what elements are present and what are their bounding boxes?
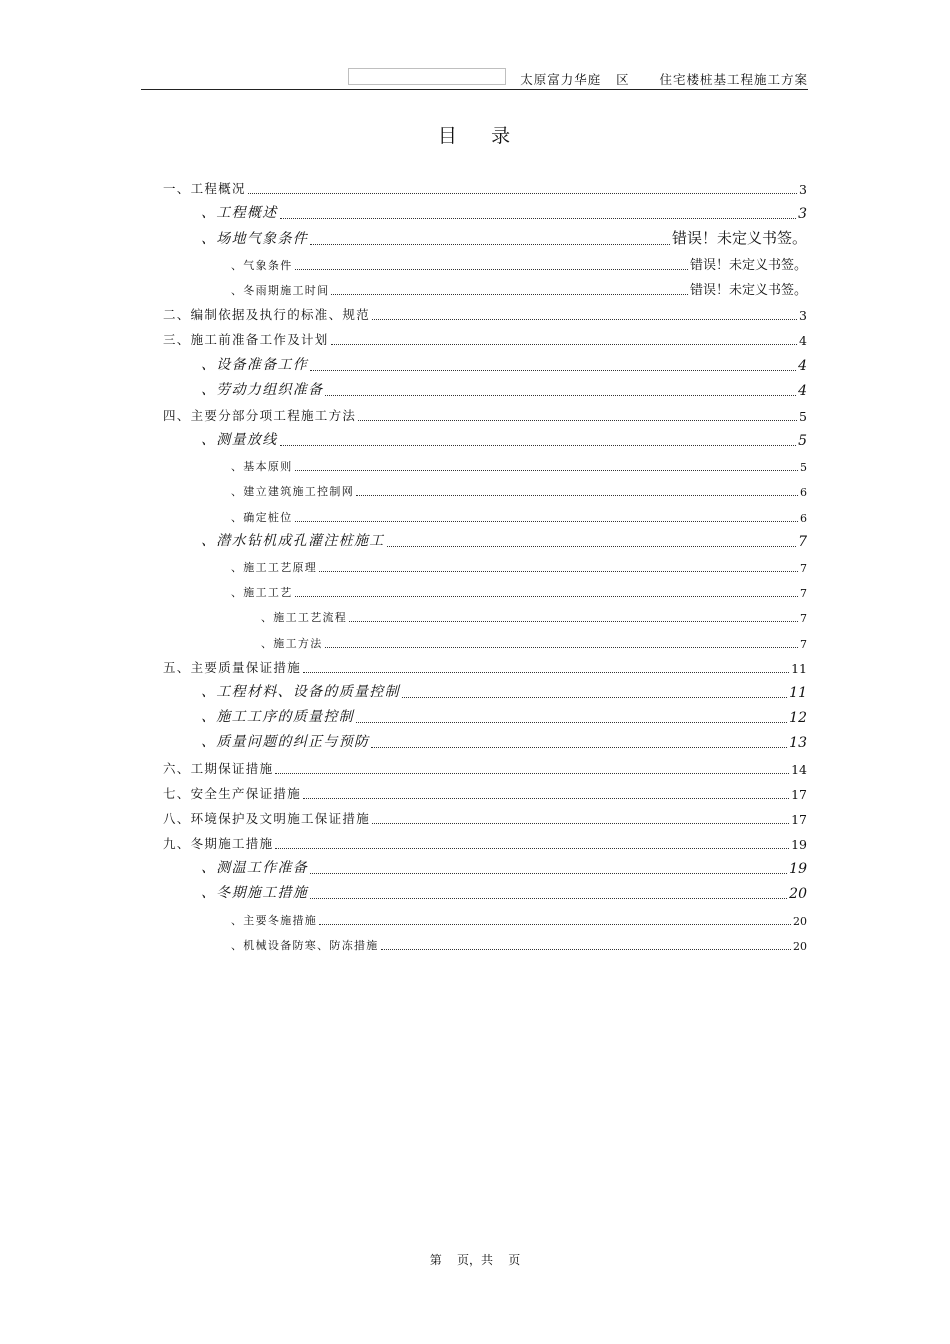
- toc-entry-label: 二、编制依据及执行的标准、规范: [163, 307, 371, 323]
- toc-entry[interactable]: [163, 326, 807, 351]
- toc-entry-label: 五、主要质量保证措施: [163, 659, 302, 675]
- toc-title: 目 录: [437, 125, 513, 147]
- toc-entry-page: 13: [789, 735, 807, 752]
- header-text: 太原富力华庭 区 住宅楼桩基工程施工方案: [520, 72, 808, 87]
- toc-entry-page: 5: [800, 461, 807, 475]
- toc-entry[interactable]: [163, 301, 807, 326]
- toc-entry[interactable]: [163, 225, 807, 250]
- toc-dot-leader: [310, 898, 787, 899]
- toc-entry-page: 20: [793, 939, 807, 953]
- toc-entry[interactable]: [163, 805, 807, 830]
- toc-entry-label: 、工程材料、设备的质量控制: [201, 683, 400, 700]
- toc-entry[interactable]: [163, 628, 807, 653]
- toc-entry-label: 、潜水钻机成孔灌注桩施工: [201, 532, 385, 549]
- toc-dot-leader: [310, 873, 787, 874]
- toc-dot-leader: [349, 621, 798, 622]
- toc-entry[interactable]: [163, 528, 807, 553]
- toc-entry[interactable]: [163, 679, 807, 704]
- toc-dot-leader: [319, 571, 798, 572]
- toc-entry-label: 、确定桩位: [231, 510, 293, 524]
- toc-dot-leader: [295, 470, 799, 471]
- toc-entry-page: 4: [798, 382, 807, 399]
- toc-dot-leader: [303, 672, 789, 673]
- toc-entry[interactable]: [163, 729, 807, 754]
- toc-entry-page: 11: [791, 660, 807, 676]
- toc-entry-page: 19: [791, 837, 807, 853]
- toc-dot-leader: [402, 697, 787, 698]
- toc-dot-leader: [280, 445, 797, 446]
- page-footer: 第 页，共 页: [429, 1253, 521, 1267]
- toc-entry[interactable]: [163, 402, 807, 427]
- toc-dot-leader: [295, 269, 688, 270]
- toc-entry[interactable]: [163, 704, 807, 729]
- toc-dot-leader: [295, 596, 799, 597]
- toc-entry[interactable]: [163, 880, 807, 905]
- page-header: [141, 67, 808, 90]
- toc-dot-leader: [387, 546, 796, 547]
- toc-entry-page: 7: [798, 533, 807, 550]
- toc-dot-leader: [331, 344, 797, 345]
- toc-dot-leader: [358, 420, 797, 421]
- toc-dot-leader: [319, 924, 791, 925]
- toc-entry[interactable]: [163, 427, 807, 452]
- toc-entry-label: 九、冬期施工措施: [163, 836, 274, 852]
- toc-entry-label: 四、主要分部分项工程施工方法: [163, 407, 357, 423]
- toc-entry-label: 、设备准备工作: [201, 356, 309, 373]
- toc-dot-leader: [303, 798, 789, 799]
- toc-entry-label: 八、环境保护及文明施工保证措施: [163, 810, 371, 826]
- toc-entry-page: 错误！未定义书签。: [671, 228, 807, 247]
- table-of-contents: [163, 175, 807, 956]
- toc-entry-label: 一、工程概况: [163, 181, 246, 197]
- toc-entry-page: 3: [798, 206, 807, 223]
- toc-entry-label: 、场地气象条件: [201, 230, 309, 247]
- toc-entry[interactable]: [163, 855, 807, 880]
- toc-dot-leader: [331, 294, 688, 295]
- toc-entry-page: 错误！未定义书签。: [689, 282, 807, 298]
- toc-entry[interactable]: [163, 905, 807, 930]
- toc-dot-leader: [280, 218, 797, 219]
- toc-entry[interactable]: [163, 830, 807, 855]
- header-blank-box: [348, 68, 506, 85]
- toc-entry-label: 、测温工作准备: [201, 860, 309, 877]
- toc-entry-page: 3: [799, 308, 807, 324]
- toc-entry-page: 6: [800, 486, 807, 500]
- toc-entry[interactable]: [163, 654, 807, 679]
- toc-entry-page: 11: [789, 684, 807, 701]
- toc-entry-page: 17: [791, 786, 807, 802]
- toc-dot-leader: [372, 823, 789, 824]
- toc-entry-page: 19: [789, 861, 807, 878]
- toc-entry-page: 20: [793, 914, 807, 928]
- toc-entry-page: 17: [791, 811, 807, 827]
- toc-entry-label: 、气象条件: [231, 258, 293, 272]
- toc-entry[interactable]: [163, 502, 807, 527]
- toc-entry-page: 5: [798, 433, 807, 450]
- toc-entry-page: 4: [799, 333, 807, 349]
- toc-entry-label: 、施工工艺原理: [231, 561, 318, 574]
- toc-dot-leader: [381, 949, 791, 950]
- toc-entry[interactable]: [163, 477, 807, 502]
- toc-entry[interactable]: [163, 931, 807, 956]
- toc-entry-label: 、基本原则: [231, 460, 293, 474]
- toc-entry[interactable]: [163, 603, 807, 628]
- toc-dot-leader: [275, 848, 789, 849]
- toc-dot-leader: [356, 495, 798, 496]
- toc-entry-page: 6: [800, 511, 807, 525]
- toc-entry-label: 、施工工艺流程: [261, 611, 348, 625]
- toc-entry[interactable]: [163, 351, 807, 376]
- toc-entry[interactable]: [163, 780, 807, 805]
- toc-entry-page: 错误！未定义书签。: [689, 257, 807, 273]
- toc-entry-label: 、劳动力组织准备: [201, 381, 324, 398]
- toc-entry-page: 14: [791, 761, 807, 777]
- toc-entry-label: 六、工期保证措施: [163, 760, 274, 776]
- toc-dot-leader: [372, 319, 797, 320]
- toc-entry-label: 七、安全生产保证措施: [163, 785, 302, 801]
- toc-dot-leader: [325, 395, 796, 396]
- toc-dot-leader: [356, 722, 787, 723]
- toc-entry-label: 、工程概述: [201, 205, 278, 222]
- toc-entry-label: 、测量放线: [201, 432, 278, 449]
- toc-entry-label: 、施工工序的质量控制: [201, 709, 354, 726]
- toc-dot-leader: [248, 193, 797, 194]
- toc-entry[interactable]: [163, 175, 807, 200]
- toc-dot-leader: [310, 244, 670, 245]
- toc-entry[interactable]: [163, 754, 807, 779]
- toc-entry-page: 4: [798, 357, 807, 374]
- toc-dot-leader: [371, 747, 787, 748]
- toc-entry[interactable]: [163, 200, 807, 225]
- toc-entry[interactable]: [163, 377, 807, 402]
- toc-entry-label: 、施工工艺: [231, 586, 293, 600]
- toc-entry[interactable]: [163, 578, 807, 603]
- toc-entry-page: 12: [789, 710, 807, 727]
- toc-entry[interactable]: [163, 251, 807, 276]
- toc-entry-label: 、建立建筑施工控制网: [231, 485, 354, 499]
- toc-entry[interactable]: [163, 553, 807, 578]
- toc-entry-page: 3: [799, 182, 807, 198]
- toc-entry[interactable]: [163, 276, 807, 301]
- toc-entry-label: 、冬雨期施工时间: [231, 283, 330, 297]
- toc-entry-label: 三、施工前准备工作及计划: [163, 332, 329, 348]
- toc-dot-leader: [310, 370, 796, 371]
- toc-dot-leader: [275, 773, 789, 774]
- toc-dot-leader: [295, 521, 799, 522]
- toc-entry-page: 7: [800, 587, 807, 601]
- toc-entry-label: 、质量问题的纠正与预防: [201, 734, 370, 751]
- toc-entry-label: 、机械设备防寒、防冻措施: [231, 938, 379, 952]
- toc-entry-page: 7: [800, 637, 807, 651]
- toc-entry-page: 20: [789, 886, 807, 903]
- toc-entry-page: 7: [800, 562, 807, 575]
- toc-entry-label: 、施工方法: [261, 636, 323, 650]
- toc-entry-label: 、冬期施工措施: [201, 885, 309, 902]
- toc-entry-label: 、主要冬施措施: [231, 913, 318, 927]
- toc-entry-page: 5: [799, 408, 807, 424]
- toc-dot-leader: [325, 647, 799, 648]
- toc-entry[interactable]: [163, 452, 807, 477]
- toc-entry-page: 7: [800, 612, 807, 626]
